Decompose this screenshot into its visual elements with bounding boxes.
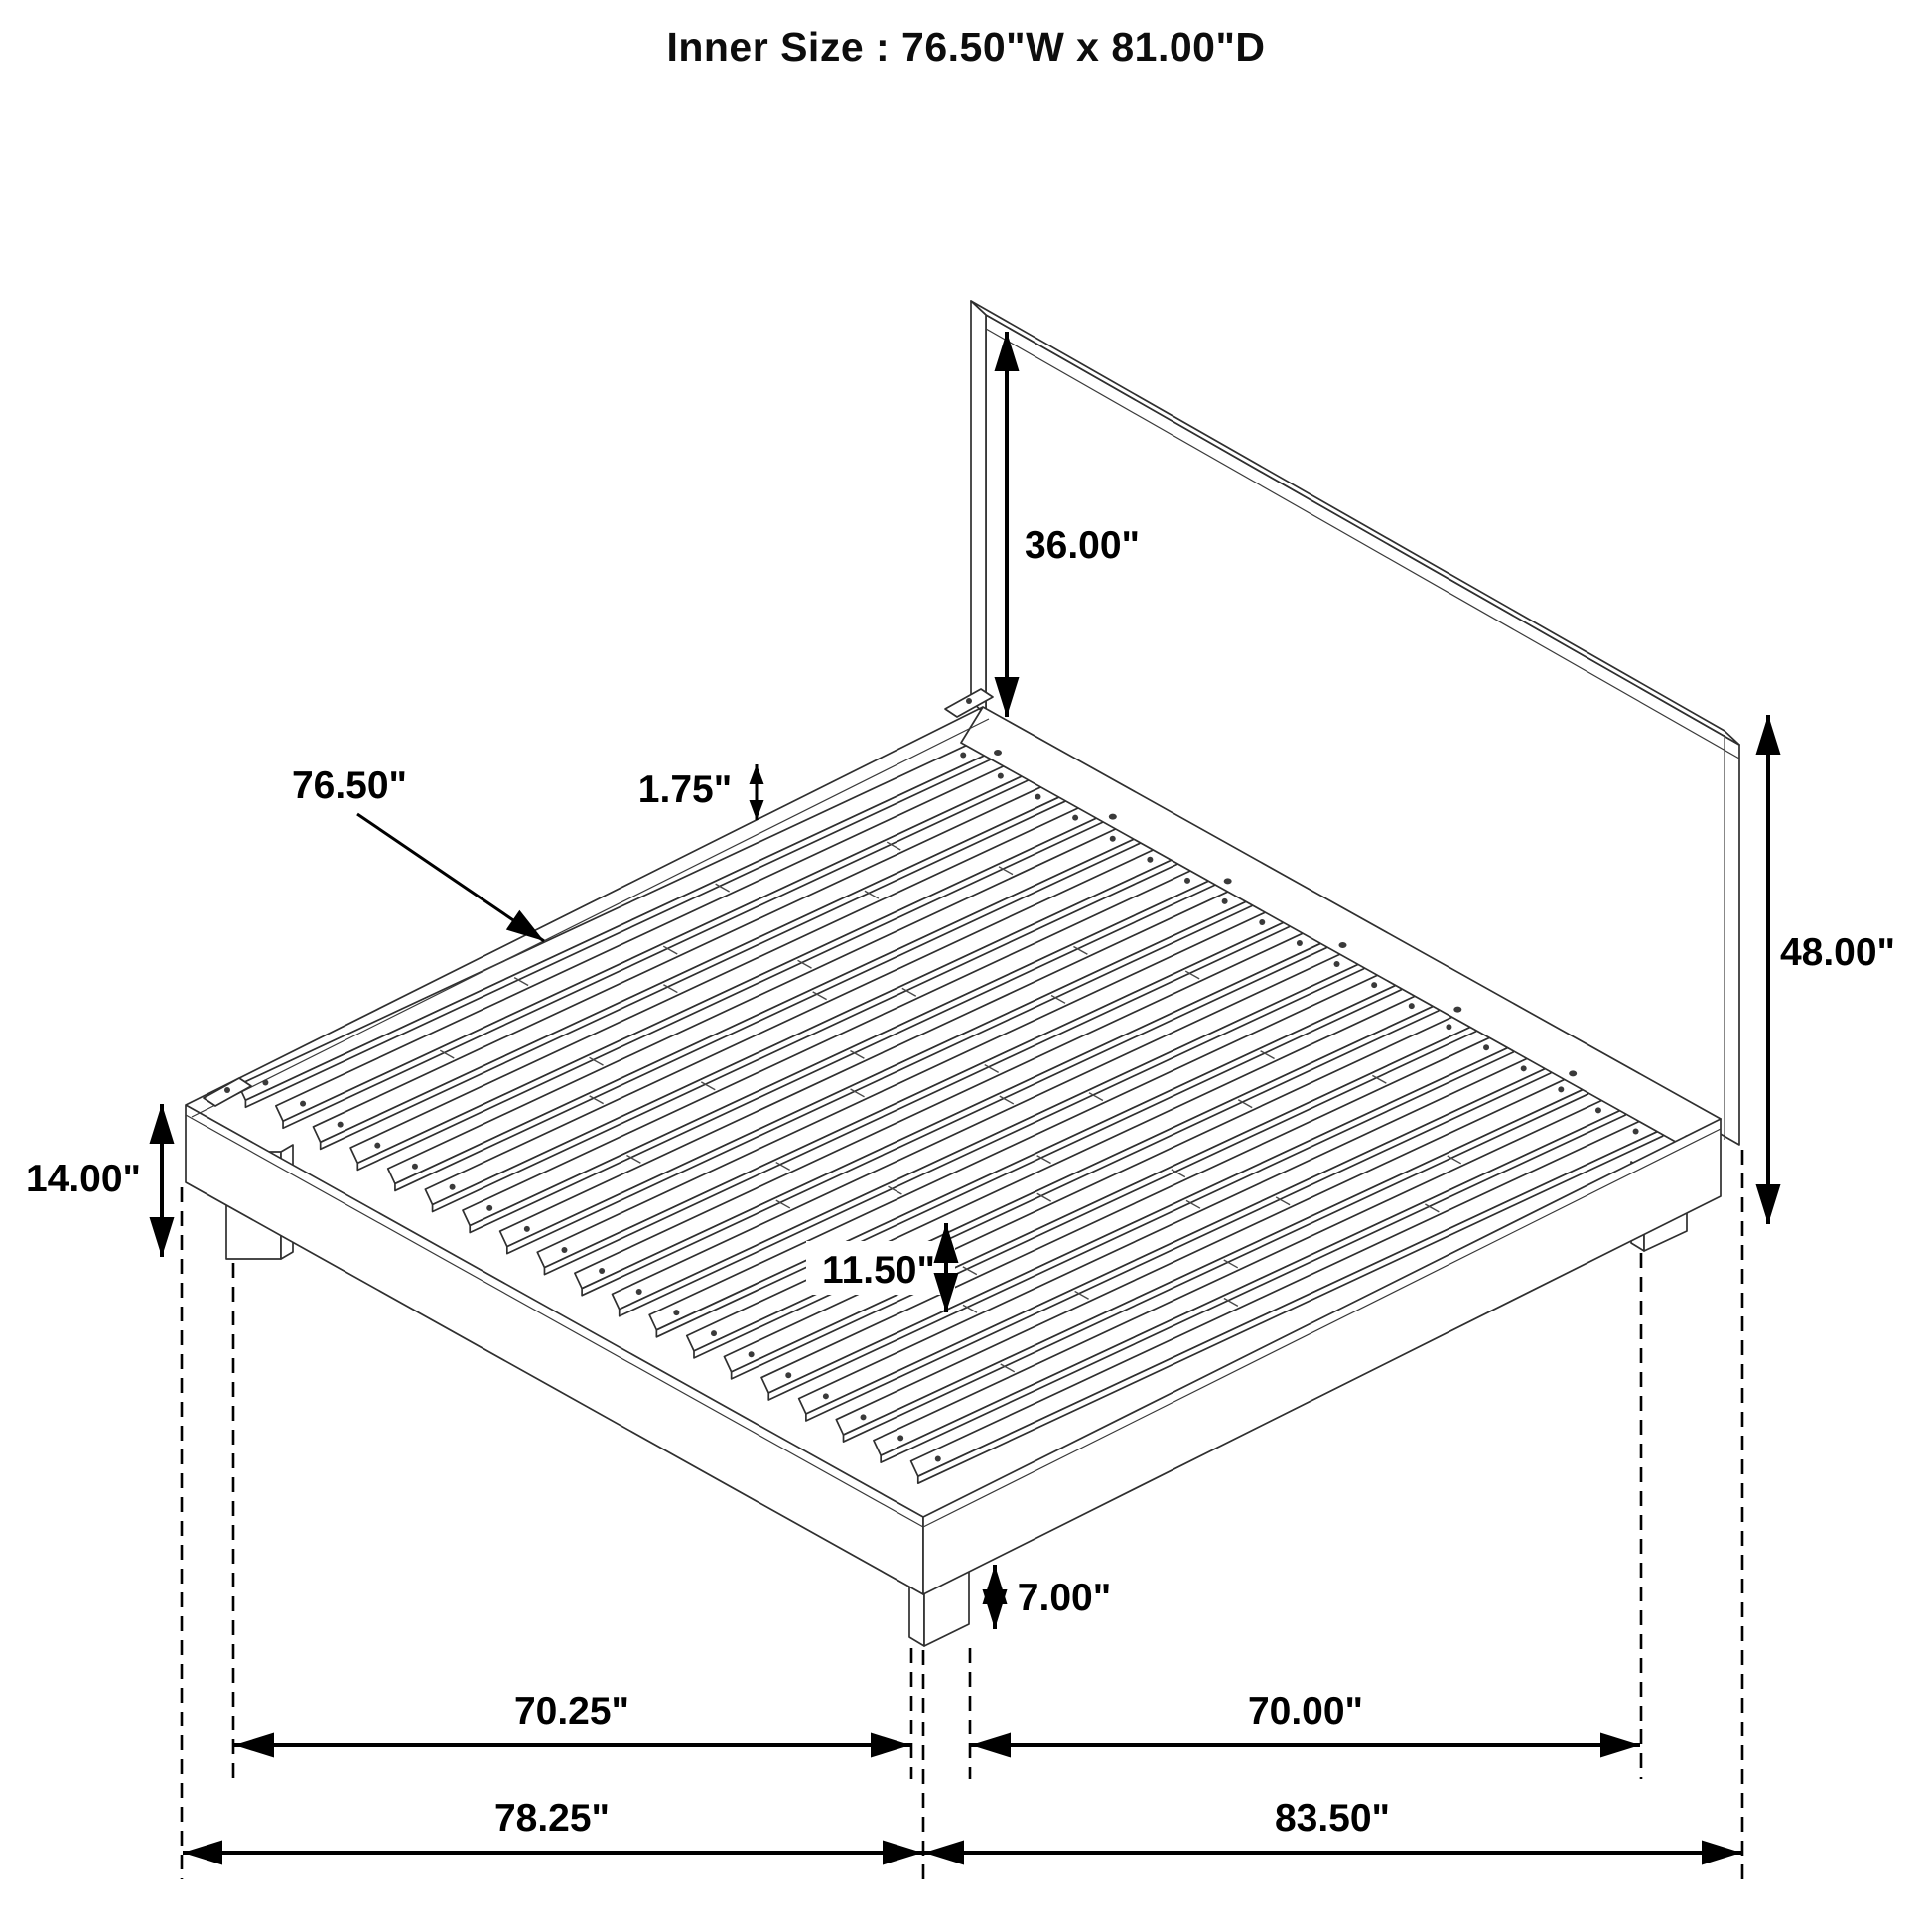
slat-screw-hole	[561, 1247, 567, 1253]
slat-screw-hole	[960, 753, 966, 759]
rail-screw-hole	[1109, 814, 1117, 820]
slat-screw-hole	[861, 1414, 867, 1420]
bracket-hole	[966, 698, 972, 704]
dimension-label-overall-width: 78.25"	[493, 1797, 611, 1840]
arrowhead-right	[1702, 1841, 1741, 1865]
slat-screw-hole	[524, 1226, 530, 1232]
slat-screw-hole	[1483, 1044, 1489, 1050]
slat-screw-hole	[673, 1310, 679, 1315]
rail-screw-hole	[1224, 878, 1232, 884]
arrowhead-up	[150, 1104, 175, 1144]
dimension-label-leg-height: 7.00"	[1017, 1577, 1112, 1619]
rail-screw-hole	[1453, 1007, 1461, 1013]
slat-screw-hole	[1521, 1065, 1527, 1071]
slat-screw-hole	[412, 1164, 418, 1170]
arrowhead-up	[1756, 715, 1781, 755]
slat-screw-hole	[1072, 815, 1078, 821]
slat-screw-hole	[1633, 1128, 1639, 1134]
dimension-label-slat-length: 76.50"	[291, 764, 408, 807]
rail-screw-hole	[994, 750, 1002, 756]
slat-screw-hole	[998, 773, 1004, 779]
dimension-label-slat-thickness: 1.75"	[637, 768, 733, 811]
dimension-label-right-leg-span: 70.00"	[1247, 1690, 1364, 1732]
slat-screw-hole	[300, 1101, 306, 1107]
slat-screw-hole	[1334, 961, 1340, 967]
dimension-label-headboard-above-frame: 36.00"	[1024, 524, 1141, 567]
slat-screw-hole	[486, 1205, 492, 1211]
slat-screw-hole	[636, 1289, 642, 1295]
slat-screw-hole	[338, 1122, 344, 1128]
slat-screw-hole	[1184, 878, 1190, 884]
dimension-label-headboard-total-height: 48.00"	[1779, 931, 1896, 974]
arrowhead-left	[971, 1733, 1011, 1758]
slat-screw-hole	[599, 1268, 605, 1274]
rail-screw-hole	[1569, 1070, 1577, 1076]
rail-screw-hole	[1339, 942, 1347, 948]
slat-screw-hole	[1595, 1107, 1601, 1113]
slat-screw-hole	[1147, 857, 1153, 863]
slat-screw-hole	[1409, 1003, 1415, 1009]
arrowhead-left	[924, 1841, 964, 1865]
dimension-label-slat-gap: 11.50"	[822, 1249, 935, 1292]
slat-screw-hole	[823, 1393, 829, 1399]
arrowhead-right	[871, 1733, 910, 1758]
slat-screw-hole	[1446, 1024, 1451, 1030]
slat-screw-hole	[1110, 836, 1116, 842]
arrowhead-right	[883, 1841, 922, 1865]
slat-screw-hole	[374, 1143, 380, 1149]
slat-screw-hole	[935, 1455, 941, 1461]
slat-screw-hole	[749, 1351, 755, 1357]
slat-screw-hole	[1035, 794, 1040, 800]
slat-screw-hole	[897, 1435, 903, 1441]
dimension-label-frame-side-height: 14.00"	[25, 1158, 142, 1200]
slat-screw-hole	[1222, 898, 1228, 904]
arrowhead-left	[183, 1841, 222, 1865]
headboard-left-edge	[971, 301, 986, 715]
slat-screw-hole	[785, 1372, 791, 1378]
arrowhead-left	[234, 1733, 274, 1758]
dimension-label-overall-depth: 83.50"	[1274, 1797, 1391, 1840]
slat-screw-hole	[450, 1184, 456, 1190]
arrowhead-down	[983, 1589, 1008, 1629]
slat-screw-hole	[1558, 1086, 1564, 1092]
arrowhead-down	[150, 1217, 175, 1257]
slat-screw-hole	[1297, 940, 1303, 946]
slat-screw-hole	[1371, 982, 1377, 988]
arrowhead-down	[1756, 1184, 1781, 1224]
slat-screw-hole	[1259, 919, 1265, 925]
page-title: Inner Size : 76.50"W x 81.00"D	[666, 24, 1266, 69]
dimension-label-left-leg-span: 70.25"	[513, 1690, 630, 1732]
bracket-hole	[224, 1087, 230, 1093]
arrowhead-up	[750, 764, 764, 784]
arrowhead-right	[1600, 1733, 1640, 1758]
slat-screw-hole	[711, 1330, 717, 1336]
